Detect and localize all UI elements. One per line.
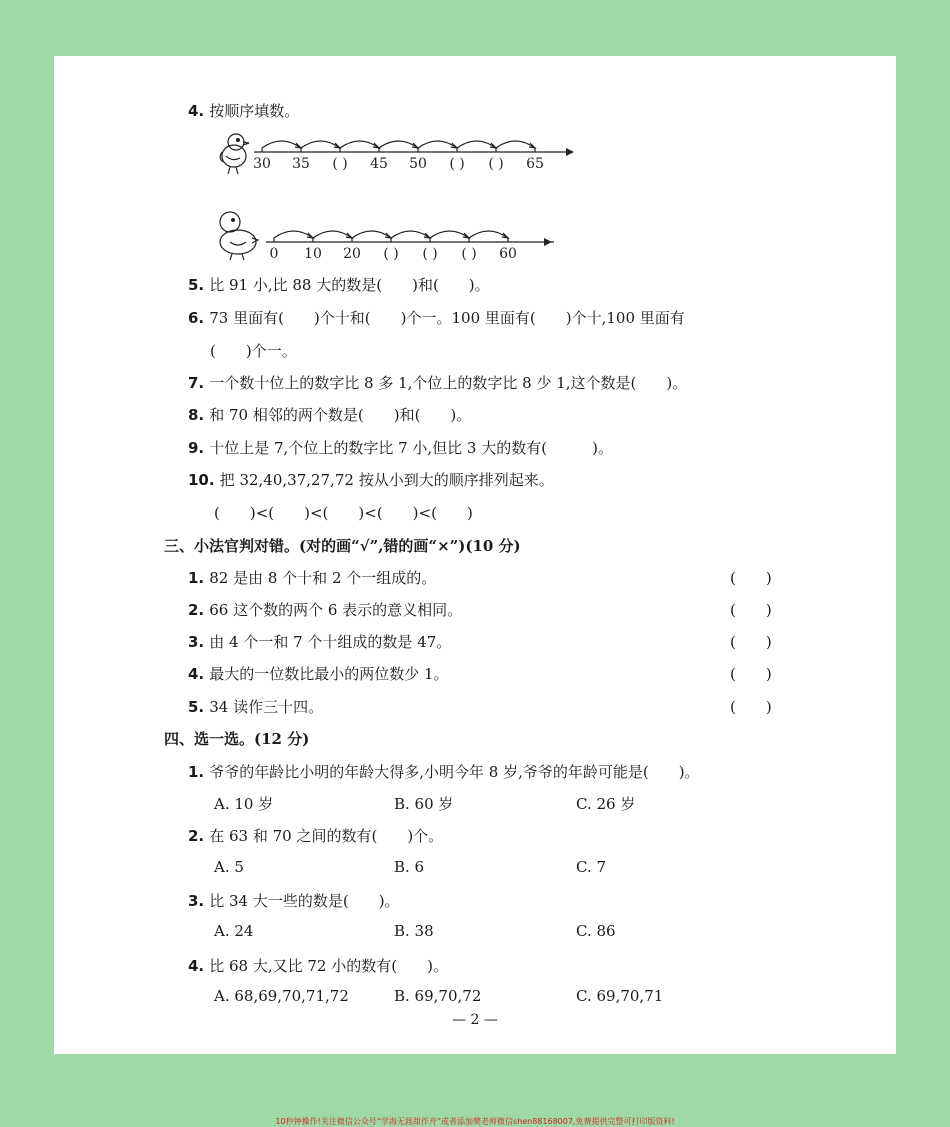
number-line-label: ( ) [422,246,438,262]
ordering-blanks: ( )<( )<( )<( )<( ) [214,504,473,522]
number-line-label: 50 [409,156,427,172]
number-line-label: 0 [269,246,279,262]
mc-question-3 [188,890,400,911]
question-4 [188,100,299,121]
question-text: 把 32,40,37,27,72 按从小到大的顺序排列起来。 [219,471,554,489]
question-number: 6. [188,309,205,327]
answer-paren[interactable]: ( ) [730,601,772,619]
question-6-continued: ( )个一。 [210,342,297,360]
question-text: 66 这个数的两个 6 表示的意义相同。 [209,601,463,619]
question-number: 1. [188,763,205,781]
option-b[interactable]: B. 69,70,72 [394,987,482,1005]
option-c[interactable]: C. 86 [576,922,616,940]
number-line-label: ( ) [449,156,465,172]
question-text: 按顺序填数。 [209,102,300,120]
worksheet-page [54,56,896,1054]
mc-question-4 [188,955,448,976]
answer-paren[interactable]: ( ) [730,665,772,683]
mc-question-2 [188,825,443,846]
question-text: 爷爷的年龄比小明的年龄大得多,小明今年 8 岁,爷爷的年龄可能是( )。 [209,763,700,781]
question-number: 2. [188,827,205,845]
number-line-label: 30 [253,156,271,172]
tf-item-5 [188,696,323,717]
question-text: 一个数十位上的数字比 8 多 1,个位上的数字比 8 少 1,这个数是( )。 [209,374,688,392]
number-line-1 [214,128,574,180]
option-c[interactable]: C. 69,70,71 [576,987,664,1005]
number-line-label: ( ) [488,156,504,172]
chick-icon [220,134,249,174]
question-number: 3. [188,892,205,910]
option-b[interactable]: B. 38 [394,922,434,940]
answer-paren[interactable]: ( ) [730,698,772,716]
option-a[interactable]: A. 10 岁 [214,795,274,813]
number-line-label: 45 [370,156,388,172]
question-number: 4. [188,665,205,683]
question-number: 2. [188,601,205,619]
question-text: 和 70 相邻的两个数是( )和( )。 [209,406,472,424]
option-c[interactable]: C. 26 岁 [576,795,636,813]
question-number: 4. [188,102,205,120]
question-number: 4. [188,957,205,975]
number-line-label: 60 [499,246,517,262]
option-b[interactable]: B. 60 岁 [394,795,454,813]
option-a[interactable]: A. 5 [214,858,244,876]
question-text: 十位上是 7,个位上的数字比 7 小,但比 3 大的数有( )。 [209,439,613,457]
answer-paren[interactable]: ( ) [730,633,772,651]
question-text: 比 34 大一些的数是( )。 [209,892,400,910]
tf-item-1 [188,567,788,588]
option-c[interactable]: C. 7 [576,858,607,876]
tf-item-3 [188,631,451,652]
answer-paren[interactable]: ( ) [730,569,772,587]
number-line-label: ( ) [383,246,399,262]
page-number: — 2 — [452,1012,498,1028]
question-number: 5. [188,276,205,294]
number-line-label: 35 [292,156,310,172]
question-9 [188,437,613,458]
number-line-label: ( ) [332,156,348,172]
number-line-label: 10 [304,246,322,262]
option-a[interactable]: A. 68,69,70,71,72 [214,987,349,1005]
question-number: 7. [188,374,205,392]
number-line-label: 20 [343,246,361,262]
question-text: 73 里面有( )个十和( )个一。100 里面有( )个十,100 里面有 [209,309,685,327]
question-10 [188,469,554,490]
question-number: 10. [188,471,215,489]
question-8 [188,404,471,425]
footer-notice: 10秒钟操作!关注微信公众号“学海无涯甜作舟”或者添加樊老师微信shen88168007,免费提供完整可打印版资料! [275,1117,675,1126]
question-text: 比 68 大,又比 72 小的数有( )。 [209,957,448,975]
question-number: 5. [188,698,205,716]
question-text: 比 91 小,比 88 大的数是( )和( )。 [209,276,490,294]
tf-item-2 [188,599,462,620]
question-text: 82 是由 8 个十和 2 个一组成的。 [209,569,437,587]
question-6 [188,307,685,328]
question-number: 3. [188,633,205,651]
question-text: 最大的一位数比最小的两位数少 1。 [209,665,449,683]
option-b[interactable]: B. 6 [394,858,425,876]
question-number: 1. [188,569,205,587]
mc-question-1 [188,761,700,782]
number-line-2 [214,208,554,266]
section-3-title: 三、小法官判对错。(对的画“√”,错的画“×”)(10 分) [164,537,521,555]
question-text: 34 读作三十四。 [209,698,324,716]
question-text: 由 4 个一和 7 个十组成的数是 47。 [209,633,452,651]
duck-icon [220,212,258,260]
option-a[interactable]: A. 24 [214,922,254,940]
number-line-label: ( ) [461,246,477,262]
tf-item-4 [188,663,449,684]
question-5 [188,274,490,295]
question-7 [188,372,687,393]
question-text: 在 63 和 70 之间的数有( )个。 [209,827,444,845]
question-number: 8. [188,406,205,424]
section-4-title: 四、选一选。(12 分) [164,730,310,748]
number-line-label: 65 [526,156,544,172]
question-number: 9. [188,439,205,457]
